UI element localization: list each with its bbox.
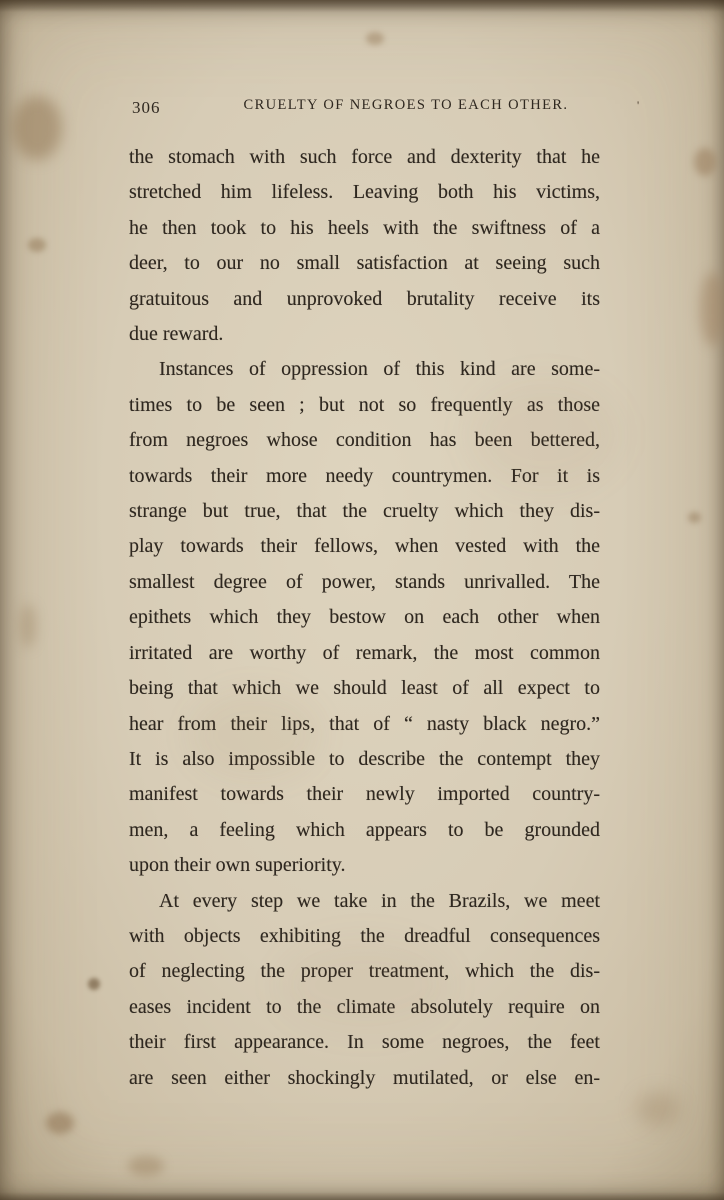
paragraph: [129, 352, 600, 883]
text-line: their first appearance. In some negroes, the feet: [129, 1031, 600, 1054]
text-line: Instances of oppression of this kind are some-: [159, 358, 600, 381]
paper-stain: [366, 32, 384, 45]
text-line: strange but true, that the cruelty which they dis-: [129, 500, 600, 523]
page-header: [130, 97, 600, 119]
text-line: At every step we take in the Brazils, we meet: [159, 889, 600, 912]
text-line: hear from their lips, that of “ nasty black negro.”: [129, 712, 600, 735]
text-line: irritated are worthy of remark, the most common: [129, 641, 600, 664]
page-number: 306: [132, 98, 161, 117]
paper-stain: [694, 148, 716, 176]
paper-stain: [688, 512, 701, 523]
page-body: [129, 140, 600, 1096]
running-header: CRUELTY OF NEGROES TO EACH OTHER.: [243, 97, 569, 113]
text-line: times to be seen ; but not so frequently as those: [129, 393, 600, 416]
text-line: with objects exhibiting the dreadful consequences: [129, 924, 600, 947]
text-line: the stomach with such force and dexterity that he: [129, 146, 600, 168]
paragraph: [129, 140, 600, 352]
paper-stain: [700, 272, 724, 346]
scan-edge-shadow-bottom: [0, 1192, 724, 1200]
paper-stain: [12, 96, 62, 160]
text-line: manifest towards their newly imported country-: [129, 783, 600, 806]
paper-stain: [46, 1112, 74, 1134]
paragraph: [129, 884, 600, 1096]
text-line: eases incident to the climate absolutely require on: [129, 995, 600, 1018]
text-line: of neglecting the proper treatment, which the dis-: [129, 960, 600, 983]
text-line: men, a feeling which appears to be grounded: [129, 818, 600, 841]
text-line: deer, to our no small satisfaction at seeing such: [129, 252, 600, 275]
text-line: upon their own superiority.: [129, 854, 346, 877]
text-line: from negroes whose condition has been bettered,: [129, 429, 600, 452]
scan-edge-shadow-top: [0, 0, 724, 12]
text-line: towards their more needy countrymen. For it is: [129, 464, 600, 487]
paper-stain: [128, 1156, 164, 1176]
paper-stain: [636, 1092, 680, 1126]
text-line: play towards their fellows, when vested with the: [129, 535, 600, 558]
scan-artifact-mark: ': [637, 98, 640, 112]
paper-stain: [28, 238, 46, 252]
text-line: stretched him lifeless. Leaving both his victims,: [129, 181, 600, 204]
text-line: epithets which they bestow on each other when: [129, 606, 600, 629]
text-line: are seen either shockingly mutilated, or else en-: [129, 1066, 600, 1089]
text-line: due reward.: [129, 323, 224, 346]
text-line: It is also impossible to describe the contempt they: [129, 747, 600, 770]
paper-stain: [88, 978, 100, 990]
paper-stain: [20, 604, 36, 648]
text-line: being that which we should least of all expect to: [129, 677, 600, 700]
text-line: gratuitous and unprovoked brutality receive its: [129, 287, 600, 310]
text-line: he then took to his heels with the swiftness of a: [129, 216, 600, 239]
text-line: smallest degree of power, stands unrivalled. The: [129, 570, 600, 593]
